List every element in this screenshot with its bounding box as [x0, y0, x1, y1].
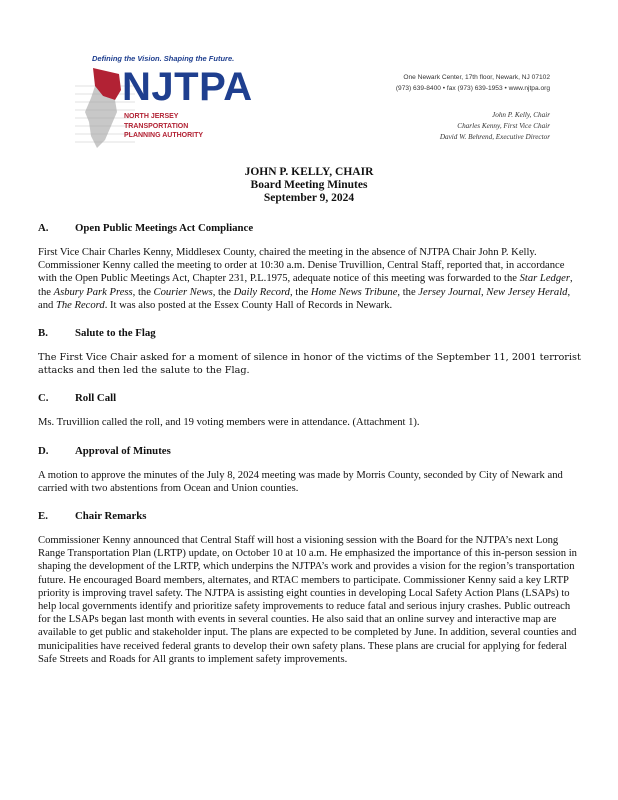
org-name [124, 112, 203, 141]
section-letter: B. [38, 327, 48, 340]
section-title: Chair Remarks [75, 510, 147, 523]
section-paragraph [38, 246, 583, 312]
newspaper-name: Courier News [153, 286, 213, 298]
newspaper-name: Daily Record [233, 286, 290, 298]
section-heading [38, 392, 583, 406]
meeting-date: September 9, 2024 [263, 192, 355, 204]
newspaper-name: The Record [55, 299, 105, 311]
section-letter: A. [38, 222, 49, 234]
text-run: , the [38, 273, 573, 298]
text-run: , the [132, 286, 154, 298]
officer-line: David W. Behrend, Executive Director [439, 133, 550, 141]
officer-line: Charles Kenny, First Vice Chair [457, 122, 550, 130]
section-paragraph: The First Vice Chair asked for a moment of silence in honor of the victims of the September 11, 2001 terrorist attacks and then led the salute to the Flag. [38, 352, 581, 377]
address-block [396, 72, 550, 94]
newspaper-name: Home News Tribune [310, 286, 398, 298]
newspaper-name: Star Ledger [519, 273, 570, 285]
section-heading [38, 510, 583, 524]
document-header [0, 166, 618, 205]
newspaper-name: New Jersey Herald [486, 286, 568, 298]
org-name-line: PLANNING AUTHORITY [124, 132, 204, 139]
newspaper-name: Jersey Journal [418, 286, 481, 298]
text-run: First Vice Chair Charles Kenny, Middlesex County, chaired the meeting in the absence of NJTPA Chair John P. Kelly. Commissioner Kenny called the meeting to order at 10:30 a.m. Denise Truvillion, Central Staff, reported that, in accordance with the Open Public Meetings Act, Chapter 231, P.L.1975, adequate notice of this meeting was forwarded to the [38, 247, 565, 285]
section-paragraph: A motion to approve the minutes of the July 8, 2024 meeting was made by Morris County, seconded by City of Newark and carried with two abstentions from Ocean and Union counties. [38, 469, 563, 494]
contact-line: (973) 639-8400 • fax (973) 639-1953 • www.njtpa.org [395, 85, 550, 92]
section-paragraph: Commissioner Kenny announced that Central Staff will host a visioning session with the Board for the NJTPA’s next Long Range Transportation Plan (LRTP) update, on October 10 at 10 a.m. He emphasized the importance of this in-person session in shaping the development of the LRTP, which underpins the NJTPA’s work and provides a vision for the region’s transportation future. He encouraged Board members, alternates, and RTAC members to participate. Commissioner Kenny said a key LRTP priority is improving travel safety. The NJTPA is assisting eight counties in developing Local Safety Action Plans (LSAPs) to help local governments identify and prioritize safety improvements to reduce fatal and serious injury crashes. Public outreach for the LSAPs began last month with events in several counties. He also said that an online survey and interactive map are available to get public and stakeholder input. The plans are expected to be completed by June. In addition, several counties and municipalities have received federal grants to develop their own safety plans. These plans are crucial for applying for federal Safe Streets and Roads for All grants to implement safety improvements. [38, 535, 577, 665]
section-letter: D. [38, 444, 49, 457]
minutes-body [38, 222, 583, 666]
section-letter: E. [38, 510, 48, 523]
section-letter: C. [38, 392, 49, 405]
text-run: , and [38, 286, 571, 311]
text-run: , the [397, 286, 419, 298]
document-title: Board Meeting Minutes [250, 179, 368, 191]
chair-heading: JOHN P. KELLY, CHAIR [244, 166, 374, 178]
text-run: , the [289, 286, 311, 298]
section-heading [38, 445, 583, 459]
section-title: Roll Call [75, 392, 117, 405]
section-title: Salute to the Flag [75, 327, 156, 340]
address-line: One Newark Center, 17th floor, Newark, NJ 07102 [403, 74, 550, 81]
section-title: Approval of Minutes [75, 444, 171, 457]
text-run: , the [212, 286, 234, 298]
section-heading [38, 327, 583, 341]
tagline: Defining the Vision. Shaping the Future. [92, 54, 235, 63]
officer-line: John P. Kelly, Chair [492, 111, 550, 119]
text-run: , [480, 286, 487, 298]
section-title: Open Public Meetings Act Compliance [75, 222, 254, 234]
logo-wordmark: NJTPA [122, 65, 253, 109]
section-heading [38, 222, 583, 236]
section-paragraph: Ms. Truvillion called the roll, and 19 voting members were in attendance. (Attachment 1). [38, 417, 420, 429]
newspaper-name: Asbury Park Press [53, 286, 133, 298]
org-name-line: TRANSPORTATION [124, 122, 189, 130]
officers-block [440, 110, 550, 143]
text-run: . It was also posted at the Essex County Hall of Records in Newark. [104, 299, 393, 311]
org-name-line: NORTH JERSEY [124, 113, 179, 120]
